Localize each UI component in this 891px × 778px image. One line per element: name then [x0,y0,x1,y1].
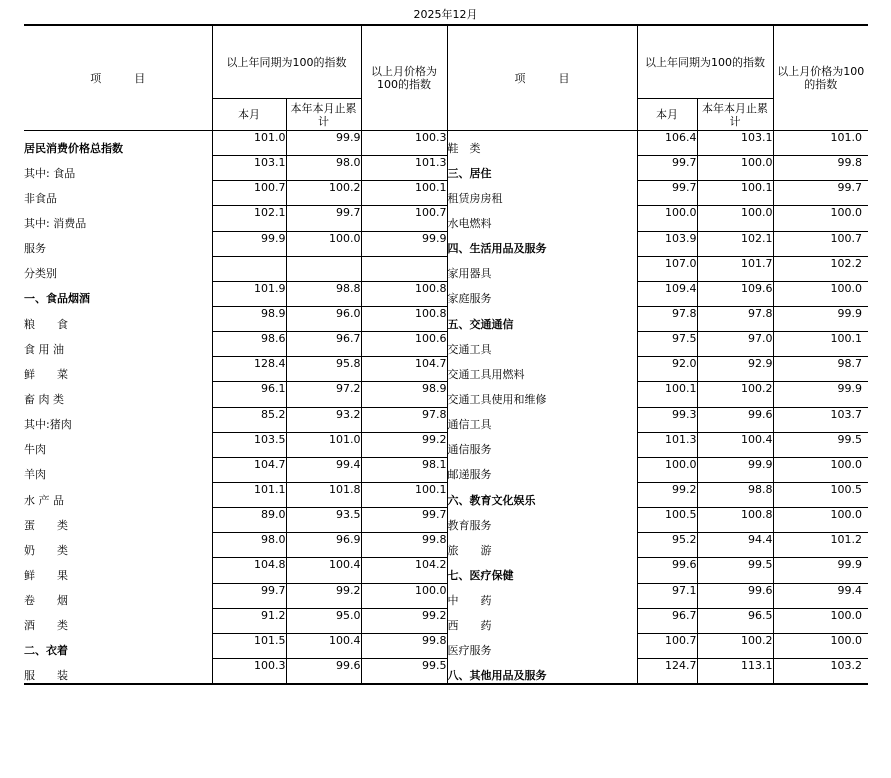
right-ytd-value: 100.8 [697,508,773,533]
left-mom-value: 101.3 [361,156,447,181]
left-this-month-value: 104.8 [212,558,286,583]
right-this-month-value: 100.7 [637,633,697,658]
left-this-month-value: 102.1 [212,206,286,231]
right-mom-value: 100.0 [773,608,868,633]
left-mom-value: 99.8 [361,533,447,558]
left-item-label: 畜 肉 类 [24,393,64,407]
table-row [24,457,868,482]
header-this-month-left: 本月 [212,99,286,131]
left-mom-value: 104.7 [361,357,447,382]
right-mom-value: 99.9 [773,382,868,407]
left-mom-value: 100.1 [361,482,447,507]
right-mom-value: 103.7 [773,407,868,432]
header-this-month-right: 本月 [637,99,697,131]
right-item-label: 家用器具 [447,256,637,281]
left-this-month-value [212,256,286,281]
right-item-label: 中 药 [447,583,637,608]
table-row [24,658,868,684]
left-mom-value: 100.3 [361,131,447,156]
left-item-label: 卷 烟 [24,594,68,608]
left-mom-value [361,256,447,281]
table-row [24,181,868,206]
left-this-month-value: 99.9 [212,231,286,256]
right-item-label: 通信工具 [447,407,637,432]
left-ytd-value: 99.6 [286,658,361,684]
table-row [24,407,868,432]
table-row [24,156,868,181]
right-item-label: 医疗服务 [447,633,637,658]
right-this-month-value: 99.7 [637,181,697,206]
left-mom-value: 100.6 [361,332,447,357]
right-item-label: 四、生活用品及服务 [447,231,637,256]
table-body [24,131,868,685]
left-item-label: 二、衣着 [24,644,68,658]
right-ytd-value: 100.0 [697,156,773,181]
right-mom-value: 99.4 [773,583,868,608]
left-ytd-value: 95.0 [286,608,361,633]
left-this-month-value: 128.4 [212,357,286,382]
left-item-label: 分类别 [24,267,57,281]
right-item-label: 教育服务 [447,508,637,533]
left-mom-value: 100.0 [361,583,447,608]
right-this-month-value: 99.7 [637,156,697,181]
right-ytd-value: 99.9 [697,457,773,482]
left-item-label: 鲜 菜 [24,367,68,381]
right-mom-value: 101.0 [773,131,868,156]
right-ytd-value: 99.6 [697,583,773,608]
left-mom-value: 100.1 [361,181,447,206]
left-this-month-value: 91.2 [212,608,286,633]
right-item-label: 三、居住 [447,156,637,181]
left-ytd-value [286,256,361,281]
left-item-label: 其中:猪肉 [24,418,72,432]
table-row [24,533,868,558]
left-ytd-value: 93.5 [286,508,361,533]
right-mom-value: 99.5 [773,432,868,457]
left-item-label: 羊肉 [24,468,46,482]
table-row [24,558,868,583]
right-mom-value: 100.0 [773,206,868,231]
left-item-label: 服 装 [24,658,212,684]
left-ytd-value: 99.4 [286,457,361,482]
right-this-month-value: 99.2 [637,482,697,507]
left-this-month-value: 99.7 [212,583,286,608]
left-this-month-value: 100.7 [212,181,286,206]
right-mom-value: 100.0 [773,508,868,533]
header-item-right: 项 目 [447,25,637,131]
left-this-month-value: 103.5 [212,432,286,457]
right-this-month-value: 96.7 [637,608,697,633]
table-row [24,306,868,331]
left-this-month-value: 85.2 [212,407,286,432]
left-ytd-value: 96.9 [286,533,361,558]
right-mom-value: 100.0 [773,633,868,658]
right-item-label: 旅 游 [447,533,637,558]
right-item-label: 六、教育文化娱乐 [447,482,637,507]
right-ytd-value: 99.6 [697,407,773,432]
table-row [24,633,868,658]
left-mom-value: 99.2 [361,432,447,457]
left-mom-value: 99.7 [361,508,447,533]
right-ytd-value: 103.1 [697,131,773,156]
right-ytd-value: 94.4 [697,533,773,558]
right-mom-value: 100.0 [773,457,868,482]
right-mom-value: 101.2 [773,533,868,558]
left-this-month-value: 101.5 [212,633,286,658]
right-this-month-value: 97.8 [637,306,697,331]
right-this-month-value: 99.6 [637,558,697,583]
header-item-left: 项 目 [24,25,212,131]
right-mom-value: 99.9 [773,558,868,583]
left-this-month-value: 101.9 [212,281,286,306]
left-ytd-value: 96.0 [286,306,361,331]
right-ytd-value: 97.0 [697,332,773,357]
right-mom-value: 99.7 [773,181,868,206]
left-ytd-value: 98.8 [286,281,361,306]
left-this-month-value: 104.7 [212,457,286,482]
right-mom-value: 100.0 [773,281,868,306]
right-ytd-value: 109.6 [697,281,773,306]
right-item-label: 家庭服务 [447,281,637,306]
right-item-label: 水电燃料 [447,206,637,231]
right-this-month-value: 100.1 [637,382,697,407]
header-mom-left: 以上月价格为100的指数 [361,25,447,131]
cpi-table [24,24,868,685]
right-ytd-value: 101.7 [697,256,773,281]
right-this-month-value: 103.9 [637,231,697,256]
left-item-label: 居民消费价格总指数 [24,141,123,155]
table-row [24,131,868,156]
header-ytd-right: 本年本月止累计 [697,99,773,131]
header-mom-right: 以上月价格为100的指数 [773,25,868,131]
right-item-label: 七、医疗保健 [447,558,637,583]
left-ytd-value: 100.4 [286,633,361,658]
left-mom-value: 100.7 [361,206,447,231]
table-row [24,583,868,608]
right-ytd-value: 98.8 [697,482,773,507]
right-ytd-value: 102.1 [697,231,773,256]
right-item-label: 交通工具 [447,332,637,357]
left-this-month-value: 98.9 [212,306,286,331]
left-this-month-value: 101.1 [212,482,286,507]
right-this-month-value: 97.1 [637,583,697,608]
left-item-label: 非食品 [24,191,57,205]
left-ytd-value: 101.8 [286,482,361,507]
table-row [24,281,868,306]
right-item-label: 五、交通通信 [447,306,637,331]
right-this-month-value: 109.4 [637,281,697,306]
left-item-label: 蛋 类 [24,518,68,532]
right-ytd-value: 100.0 [697,206,773,231]
right-mom-value: 100.5 [773,482,868,507]
right-item-label: 鞋 类 [447,131,637,156]
right-item-label: 租赁房房租 [447,181,637,206]
left-this-month-value: 100.3 [212,658,286,684]
left-mom-value: 97.8 [361,407,447,432]
left-this-month-value: 101.0 [212,131,286,156]
right-this-month-value: 106.4 [637,131,697,156]
left-ytd-value: 95.8 [286,357,361,382]
left-mom-value: 98.1 [361,457,447,482]
left-this-month-value: 98.0 [212,533,286,558]
table-row [24,608,868,633]
left-this-month-value: 103.1 [212,156,286,181]
left-item-label: 粮 食 [24,317,68,331]
left-item-label: 服务 [24,242,46,256]
table-row [24,357,868,382]
right-ytd-value: 96.5 [697,608,773,633]
right-mom-value: 103.2 [773,658,868,684]
right-mom-value: 99.8 [773,156,868,181]
left-item-label: 水 产 品 [24,493,64,507]
table-row [24,231,868,256]
right-this-month-value: 99.3 [637,407,697,432]
header-yoy-left: 以上年同期为100的指数 [212,25,361,99]
left-ytd-value: 97.2 [286,382,361,407]
left-mom-value: 104.2 [361,558,447,583]
right-ytd-value: 113.1 [697,658,773,684]
header-ytd-left: 本年本月止累计 [286,99,361,131]
right-this-month-value: 100.0 [637,206,697,231]
right-ytd-value: 92.9 [697,357,773,382]
right-ytd-value: 100.1 [697,181,773,206]
period-title: 2025年12月 [413,8,478,21]
left-this-month-value: 96.1 [212,382,286,407]
right-item-label: 西 药 [447,608,637,633]
left-mom-value: 99.8 [361,633,447,658]
right-ytd-value: 97.8 [697,306,773,331]
table-row [24,432,868,457]
left-item-label: 鲜 果 [24,569,68,583]
right-this-month-value: 100.0 [637,457,697,482]
right-item-label: 八、其他用品及服务 [447,658,637,684]
left-ytd-value: 98.0 [286,156,361,181]
left-this-month-value: 89.0 [212,508,286,533]
left-mom-value: 100.8 [361,306,447,331]
right-ytd-value: 100.4 [697,432,773,457]
right-this-month-value: 92.0 [637,357,697,382]
right-this-month-value: 95.2 [637,533,697,558]
table-row [24,256,868,281]
right-ytd-value: 100.2 [697,382,773,407]
left-mom-value: 99.5 [361,658,447,684]
left-this-month-value: 98.6 [212,332,286,357]
left-ytd-value: 100.0 [286,231,361,256]
table-row [24,508,868,533]
left-item-label: 食 用 油 [24,342,64,356]
right-this-month-value: 97.5 [637,332,697,357]
right-mom-value: 100.1 [773,332,868,357]
left-mom-value: 100.8 [361,281,447,306]
left-item-label: 奶 类 [24,543,68,557]
right-mom-value: 102.2 [773,256,868,281]
left-item-label: 其中: 消费品 [24,217,87,231]
table-row [24,482,868,507]
left-ytd-value: 100.2 [286,181,361,206]
left-mom-value: 99.9 [361,231,447,256]
left-ytd-value: 93.2 [286,407,361,432]
left-item-label: 酒 类 [24,619,68,633]
left-ytd-value: 100.4 [286,558,361,583]
header-yoy-right: 以上年同期为100的指数 [637,25,773,99]
left-mom-value: 98.9 [361,382,447,407]
right-this-month-value: 101.3 [637,432,697,457]
right-item-label: 通信服务 [447,432,637,457]
left-ytd-value: 96.7 [286,332,361,357]
left-ytd-value: 99.7 [286,206,361,231]
left-item-label: 其中: 食品 [24,166,76,180]
right-ytd-value: 99.5 [697,558,773,583]
right-item-label: 交通工具使用和维修 [447,382,637,407]
right-ytd-value: 100.2 [697,633,773,658]
left-ytd-value: 99.2 [286,583,361,608]
right-this-month-value: 124.7 [637,658,697,684]
right-this-month-value: 107.0 [637,256,697,281]
left-ytd-value: 101.0 [286,432,361,457]
right-mom-value: 99.9 [773,306,868,331]
table-row [24,332,868,357]
left-ytd-value: 99.9 [286,131,361,156]
right-item-label: 邮递服务 [447,457,637,482]
left-item-label: 牛肉 [24,443,46,457]
right-mom-value: 98.7 [773,357,868,382]
table-row [24,206,868,231]
left-item-label: 一、食品烟酒 [24,292,90,306]
left-mom-value: 99.2 [361,608,447,633]
table-row [24,382,868,407]
right-item-label: 交通工具用燃料 [447,357,637,382]
right-mom-value: 100.7 [773,231,868,256]
right-this-month-value: 100.5 [637,508,697,533]
